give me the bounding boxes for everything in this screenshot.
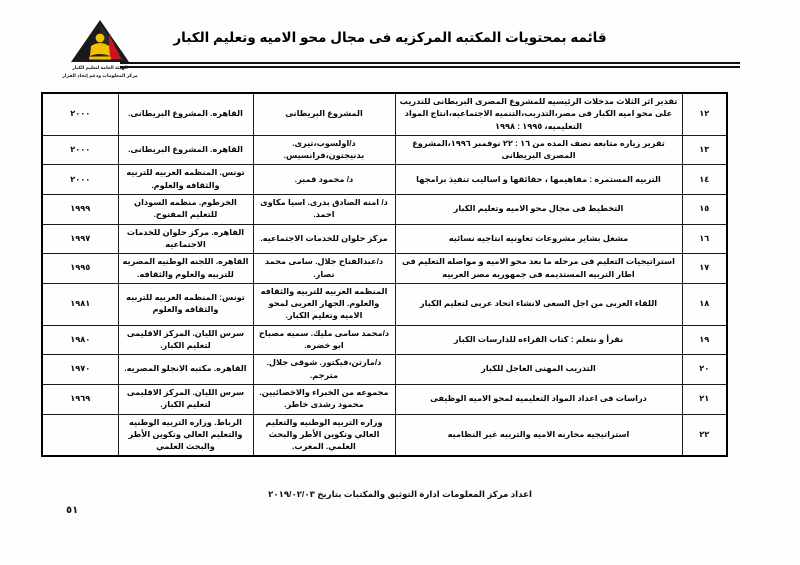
cell-year	[42, 414, 118, 456]
cell-publisher: القاهره. اللجنه الوطنيه المصريه للتربيه والعلوم والثقافه.	[118, 254, 253, 284]
table-row	[42, 325, 727, 355]
table-row	[42, 283, 727, 325]
table-row	[42, 195, 727, 225]
organization-logo	[48, 18, 152, 79]
catalog-table-body	[42, 93, 727, 456]
cell-number: ١٨	[682, 283, 727, 325]
cell-year: ٢٠٠٠	[42, 135, 118, 165]
cell-author: د/ امنه الصادق بدرى. اسيا مكاوى احمد.	[253, 195, 395, 225]
cell-number: ١٦	[682, 224, 727, 254]
cell-publisher: الخرطوم. منظمه السودان للتعليم المفتوح.	[118, 195, 253, 225]
cell-title: التدريب المهنى العاجل للكبار	[395, 355, 682, 385]
cell-author: وزاره التربيه الوطنيه والتعليم العالي وتكوين الأطر والبحث العلمي. المغرب.	[253, 414, 395, 456]
cell-number: ١٣	[682, 135, 727, 165]
cell-publisher: الرباط. وزاره التربيه الوطنيه والتعليم العالي وتكوين الأطر والبحث العلمي	[118, 414, 253, 456]
cell-author: المشروع البريطانى	[253, 93, 395, 135]
cell-year: ١٩٩٩	[42, 195, 118, 225]
cell-author: مركز حلوان للخدمات الاجتماعيه.	[253, 224, 395, 254]
cell-author: د/محمد سامى مليك. سميه مصباح ابو خضره.	[253, 325, 395, 355]
cell-year: ٢٠٠٠	[42, 93, 118, 135]
cell-number: ١٤	[682, 165, 727, 195]
cell-author: د/مارتن،فيكتور. شوقى جلال. مترجم.	[253, 355, 395, 385]
cell-author: المنظمه العربيه للتربيه والثقافه والعلوم. الجهاز العربى لمحو الاميه وتعليم الكبار.	[253, 283, 395, 325]
cell-publisher: تونس. المنظمه العربيه للتربيه والثقافه والعلوم.	[118, 165, 253, 195]
cell-title: التخطيط فى مجال محو الاميه وتعليم الكبار	[395, 195, 682, 225]
footer-preparation-note: اعداد مركز المعلومات ادارة التوثيق والمكتبات بتاريخ ٢٠١٩/٠٢/٠٣	[268, 489, 532, 499]
cell-author: مجموعه من الخبراء والاخصائيين. محمود رشدى خاطر.	[253, 384, 395, 414]
cell-year: ٢٠٠٠	[42, 165, 118, 195]
cell-title: تقدير اثر الثلاث مدخلات الرئيسيه للمشروع المصرى البريطانى للتدريب على محو اميه الكبار فى مصر،التدريب،التنميه الاجتماعيه،انتاج المواد التعليميه، ١٩٩٥ : ١٩٩٨	[395, 93, 682, 135]
cell-year: ١٩٨١	[42, 283, 118, 325]
cell-author: د/عبدالفتاح جلال. سامى محمد نصار.	[253, 254, 395, 284]
table-row	[42, 93, 727, 135]
cell-title: التربيه المستمره : مفاهيمها ، حقائقها و اساليب تنفيذ برامجها	[395, 165, 682, 195]
cell-number: ١٢	[682, 93, 727, 135]
cell-number: ١٧	[682, 254, 727, 284]
cell-number: ١٥	[682, 195, 727, 225]
cell-publisher: القاهره. مكتبه الانجلو المصريه.	[118, 355, 253, 385]
cell-publisher: سرس الليان. المركز الاقليمى لتعليم الكبار.	[118, 325, 253, 355]
document-header	[0, 22, 800, 84]
header-divider-rule	[120, 62, 740, 68]
cell-year: ١٩٩٥	[42, 254, 118, 284]
cell-title: استراتيجيه محاربه الاميه والتربيه غير النظاميه	[395, 414, 682, 456]
cell-year: ١٩٨٠	[42, 325, 118, 355]
cell-title: اللقاء العربى من اجل السعى لانشاء اتحاد عربى لتعليم الكبار	[395, 283, 682, 325]
triangle-emblem-icon	[69, 18, 131, 64]
logo-caption-line1: الهيئة العامة لتعليم الكبار	[72, 65, 128, 70]
catalog-table-container	[48, 92, 728, 457]
cell-year: ١٩٧٠	[42, 355, 118, 385]
cell-title: دراسات فى اعداد المواد التعليميه لمحو الاميه الوظيفى	[395, 384, 682, 414]
cell-author: د/اولسوب،تيرى. بدنيجتون،فرانسيس.	[253, 135, 395, 165]
cell-number: ٢٢	[682, 414, 727, 456]
cell-number: ٢١	[682, 384, 727, 414]
catalog-table	[41, 92, 728, 457]
cell-year: ١٩٩٧	[42, 224, 118, 254]
table-row	[42, 254, 727, 284]
cell-title: نقرأ و نتعلم : كتاب القراءه للدارسات الكبار	[395, 325, 682, 355]
table-row	[42, 355, 727, 385]
table-row	[42, 414, 727, 456]
page-number: ٥١	[66, 505, 79, 516]
cell-title: تقرير زياره متابعه نصف المده من ١٦ : ٢٢ نوفمبر ١٩٩٦،المشروع المصرى البريطانى	[395, 135, 682, 165]
cell-author: د/ محمود قمبر.	[253, 165, 395, 195]
cell-number: ١٩	[682, 325, 727, 355]
cell-title: مشغل بشاير مشروعات تعاونيه انتاجيه نسائيه	[395, 224, 682, 254]
page-title: قائمه بمحتويات المكتبه المركزيه فى مجال محو الاميه وتعليم الكبار	[173, 30, 607, 45]
cell-publisher: سرس الليان. المركز الاقليمى لتعليم الكبار.	[118, 384, 253, 414]
logo-caption-line2: مركز المعلومات ودعم إتخاذ القرار	[62, 72, 138, 78]
cell-publisher: القاهره. المشروع البريطانى.	[118, 135, 253, 165]
table-row	[42, 224, 727, 254]
cell-year: ١٩٦٩	[42, 384, 118, 414]
cell-title: استراتيجيات التعليم فى مرحله ما بعد محو الاميه و مواصله التعليم فى اطار التربيه المستديمه فى جمهوريه مصر العربيه	[395, 254, 682, 284]
cell-number: ٢٠	[682, 355, 727, 385]
cell-publisher: القاهره. المشروع البريطانى.	[118, 93, 253, 135]
table-row	[42, 135, 727, 165]
cell-publisher: تونس: المنظمه العربيه للتربيه والثقافه والعلوم	[118, 283, 253, 325]
cell-publisher: القاهره. مركز حلوان للخدمات الاجتماعيه	[118, 224, 253, 254]
table-row	[42, 384, 727, 414]
table-row	[42, 165, 727, 195]
